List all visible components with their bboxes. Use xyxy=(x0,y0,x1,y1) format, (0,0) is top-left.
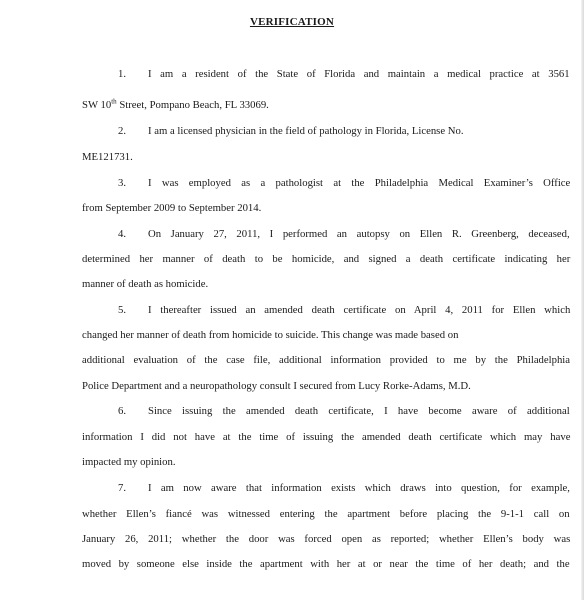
paragraph-3-number: 3. xyxy=(118,177,127,189)
paragraph-5-line-1: I thereafter issued an amended death certificate on April 4, 2011 for Ellen which xyxy=(148,304,571,316)
paragraph-1-line-1: I am a resident of the State of Florida and maintain a medical practice at 3561 xyxy=(148,68,570,80)
document-title: VERIFICATION xyxy=(249,16,335,28)
paragraph-6-line-1: Since issuing the amended death certificate, I have become aware of additional xyxy=(148,405,570,417)
paragraph-6-line-3: impacted my opinion. xyxy=(82,456,176,468)
paragraph-6-line-2: information I did not have at the time of issuing the amended death certificate which may have xyxy=(82,431,571,443)
paragraph-6-number: 6. xyxy=(118,405,127,417)
paragraph-4-line-1: On January 27, 2011, I performed an autopsy on Ellen R. Greenberg, deceased, xyxy=(148,228,570,240)
paragraph-2-number: 2. xyxy=(118,125,127,137)
paragraph-7-number: 7. xyxy=(118,482,127,494)
paragraph-7-line-4: moved by someone else inside the apartment with her at or near the time of her death; and the xyxy=(82,558,570,570)
paragraph-2-line-1: I am a licensed physician in the field of pathology in Florida, License No. xyxy=(148,125,464,137)
paragraph-1-number: 1. xyxy=(118,68,127,80)
paragraph-4-line-3: manner of death as homicide. xyxy=(82,278,209,290)
paragraph-4-line-2: determined her manner of death to be homicide, and signed a death certificate indicating her xyxy=(82,253,571,265)
paragraph-7-line-3: January 26, 2011; whether the door was forced open as reported; whether Ellen’s body was xyxy=(82,533,571,545)
paragraph-5-line-2: changed her manner of death from homicide to suicide. This change was made based on xyxy=(82,329,459,341)
paragraph-7-line-1: I am now aware that information exists which draws into question, for example, xyxy=(148,482,570,494)
paragraph-3-line-1: I was employed as a pathologist at the Philadelphia Medical Examiner’s Office xyxy=(148,177,571,189)
paragraph-5-line-4: Police Department and a neuropathology consult I secured from Lucy Rorke-Adams, M.D. xyxy=(82,380,471,392)
paragraph-7-line-2: whether Ellen’s fiancé was witnessed entering the apartment before placing the 9-1-1 call on xyxy=(82,508,570,520)
paragraph-1-line-2: SW 10th Street, Pompano Beach, FL 33069. xyxy=(82,97,269,111)
paragraph-5-line-3: additional evaluation of the case file, additional information provided to me by the Philadelphia xyxy=(82,354,571,366)
paragraph-5-number: 5. xyxy=(118,304,127,316)
paragraph-3-line-2: from September 2009 to September 2014. xyxy=(82,202,262,214)
paragraph-2-line-2: ME121731. xyxy=(82,151,133,163)
paragraph-4-number: 4. xyxy=(118,228,127,240)
